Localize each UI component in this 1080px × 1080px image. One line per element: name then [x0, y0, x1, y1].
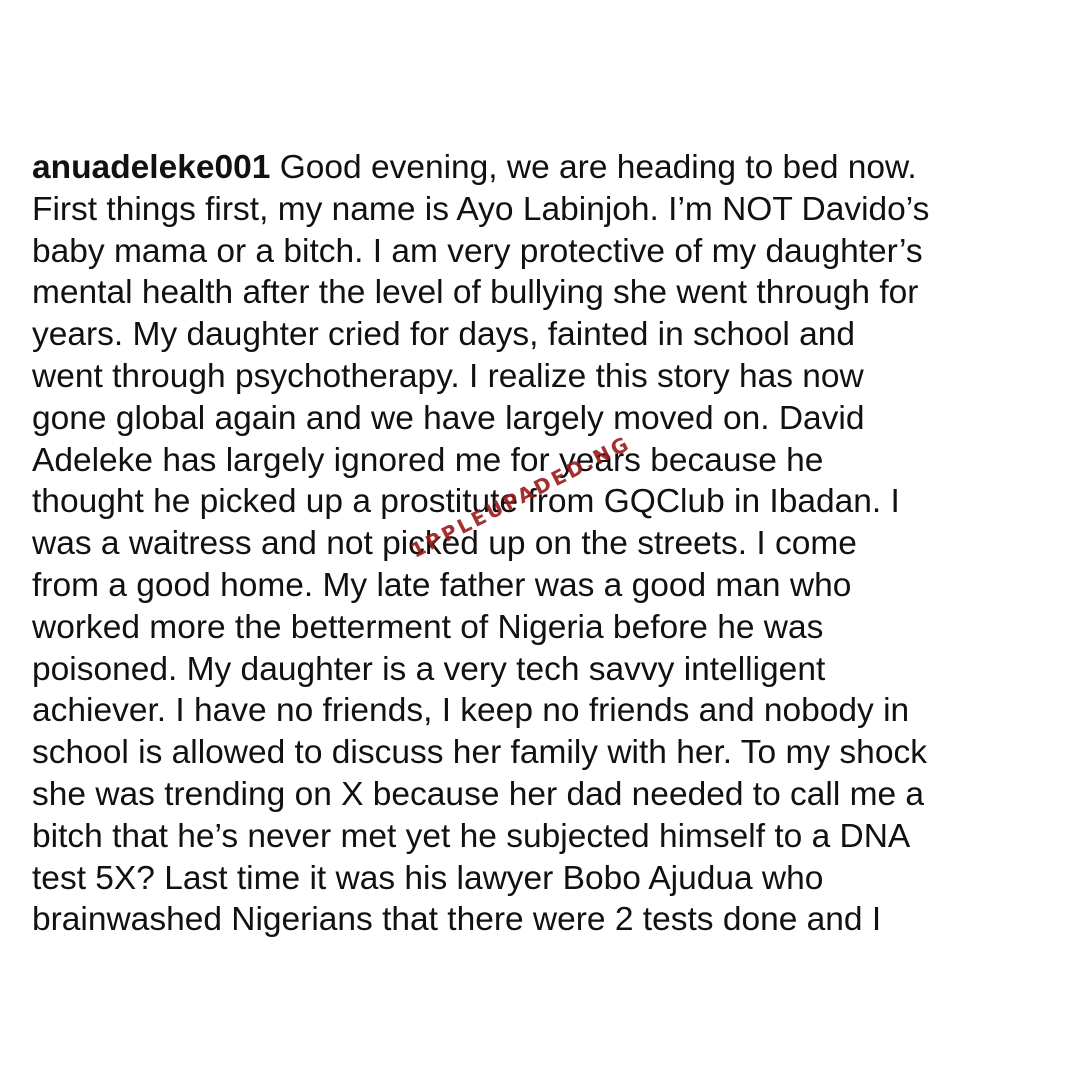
caption-line [32, 147, 1062, 189]
caption-line: bitch that he’s never met yet he subjected himself to a DNA [32, 817, 911, 855]
caption-line: was a waitress and not picked up on the streets. I come [32, 525, 857, 563]
post-caption [32, 147, 1062, 941]
caption-text: Good evening, we are heading to bed now. [270, 149, 917, 186]
caption-line: test 5X? Last time it was his lawyer Bobo Ajudua who [32, 859, 824, 897]
caption-line: First things first, my name is Ayo Labinjoh. I’m NOT Davido’s [32, 190, 930, 228]
caption-line: went through psychotherapy. I realize this story has now [32, 357, 864, 395]
caption-line: brainwashed Nigerians that there were 2 tests done and I [32, 901, 882, 939]
caption-line: worked more the betterment of Nigeria before he was [32, 608, 824, 646]
site-watermark: 1PPLEUPADED.NG [406, 430, 635, 563]
caption-line: baby mama or a bitch. I am very protective of my daughter’s [32, 232, 923, 270]
caption-line: achiever. I have no friends, I keep no friends and nobody in [32, 692, 910, 730]
caption-line: from a good home. My late father was a good man who [32, 566, 852, 604]
caption-line: school is allowed to discuss her family with her. To my shock [32, 734, 927, 772]
caption-line: mental health after the level of bullying she went through for [32, 274, 919, 312]
caption-line: she was trending on X because her dad needed to call me a [32, 775, 925, 813]
caption-line: gone global again and we have largely moved on. David [32, 399, 865, 437]
caption-line: poisoned. My daughter is a very tech savvy intelligent [32, 650, 826, 688]
caption-line: thought he picked up a prostitute from GQClub in Ibadan. I [32, 483, 900, 521]
caption-line: Adeleke has largely ignored me for years because he [32, 441, 824, 479]
caption-line: years. My daughter cried for days, fainted in school and [32, 316, 856, 354]
username[interactable]: anuadeleke001 [32, 149, 271, 186]
